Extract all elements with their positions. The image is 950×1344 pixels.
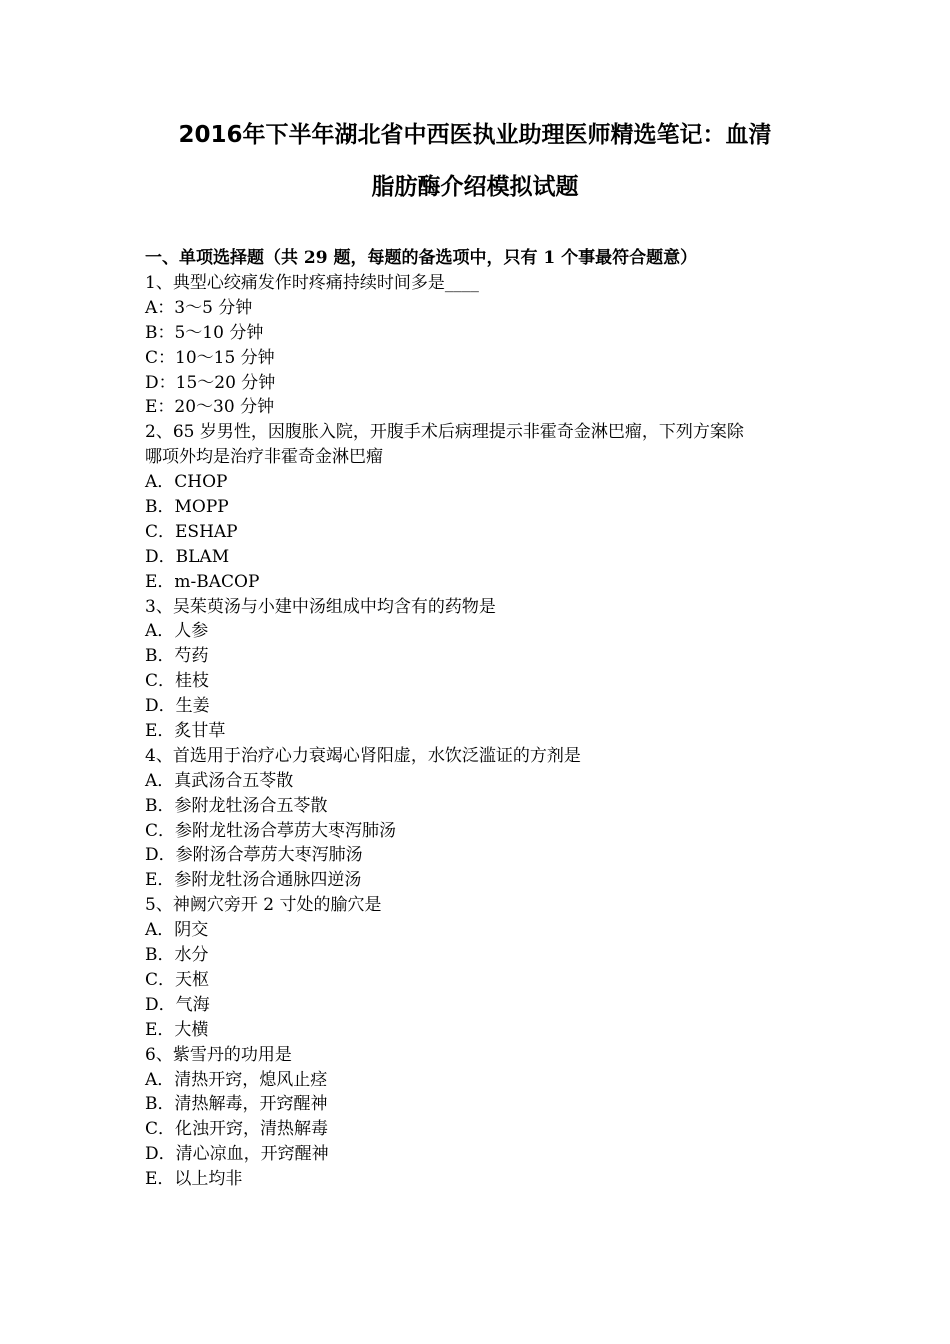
question-stem: 6、紫雪丹的功用是 (145, 1044, 292, 1065)
answer-option: C．参附龙牡汤合葶苈大枣泻肺汤 (145, 820, 397, 841)
answer-option: C．桂枝 (145, 671, 210, 692)
question-stem: 2、65 岁男性，因腹胀入院，开腹手术后病理提示非霍奇金淋巴瘤，下列方案除 (145, 422, 744, 443)
answer-option: D．参附汤合葶苈大枣泻肺汤 (145, 845, 363, 866)
answer-option: A．人参 (145, 621, 209, 642)
answer-option: E．参附龙牡汤合通脉四逆汤 (145, 870, 362, 891)
question-stem: 5、神阙穴旁开 2 寸处的腧穴是 (145, 895, 382, 916)
question-stem: 哪项外均是治疗非霍奇金淋巴瘤 (145, 447, 383, 468)
answer-option: C：10～15 分钟 (145, 347, 275, 368)
question-stem: 1、典型心绞痛发作时疼痛持续时间多是____ (145, 273, 479, 293)
question-stem: 3、吴茱萸汤与小建中汤组成中均含有的药物是 (145, 596, 496, 617)
answer-option: D．清心凉血，开窍醒神 (145, 1144, 329, 1165)
answer-option: D．BLAM (145, 546, 230, 567)
answer-option: B．芍药 (145, 646, 209, 667)
answer-option: B．MOPP (145, 497, 229, 518)
section-heading: 一、单项选择题（共 29 题，每题的备选项中，只有 1 个事最符合题意） (145, 248, 698, 268)
answer-option: E．炙甘草 (145, 721, 226, 742)
answer-option: E：20～30 分钟 (145, 397, 275, 418)
answer-option: A．真武汤合五苓散 (145, 770, 294, 791)
answer-option: E．以上均非 (145, 1169, 243, 1190)
answer-option: A：3～5 分钟 (145, 297, 253, 318)
answer-option: D．气海 (145, 994, 210, 1015)
answer-option: C．化浊开窍，清热解毒 (145, 1119, 329, 1140)
answer-option: D：15～20 分钟 (145, 372, 276, 393)
answer-option: D．生姜 (145, 696, 210, 717)
document-title-line-2: 脂肪酶介绍模拟试题 (371, 174, 579, 200)
document-title-line-1: 2016年下半年湖北省中西医执业助理医师精选笔记：血清 (178, 122, 772, 148)
answer-option: B．参附龙牡汤合五苓散 (145, 795, 328, 816)
answer-option: B：5～10 分钟 (145, 322, 264, 343)
answer-option: A．清热开窍，熄风止痉 (145, 1069, 328, 1090)
answer-option: A．CHOP (145, 472, 228, 493)
answer-option: A．阴交 (145, 920, 209, 941)
answer-option: E．大横 (145, 1019, 209, 1040)
question-list (145, 271, 835, 1192)
answer-option: C．ESHAP (145, 521, 238, 542)
answer-option: B．清热解毒，开窍醒神 (145, 1094, 328, 1115)
question-stem: 4、首选用于治疗心力衰竭心肾阳虚，水饮泛滥证的方剂是 (145, 745, 581, 766)
answer-option: C．天枢 (145, 969, 210, 990)
answer-option: B．水分 (145, 945, 209, 966)
answer-option: E．m-BACOP (145, 571, 260, 592)
